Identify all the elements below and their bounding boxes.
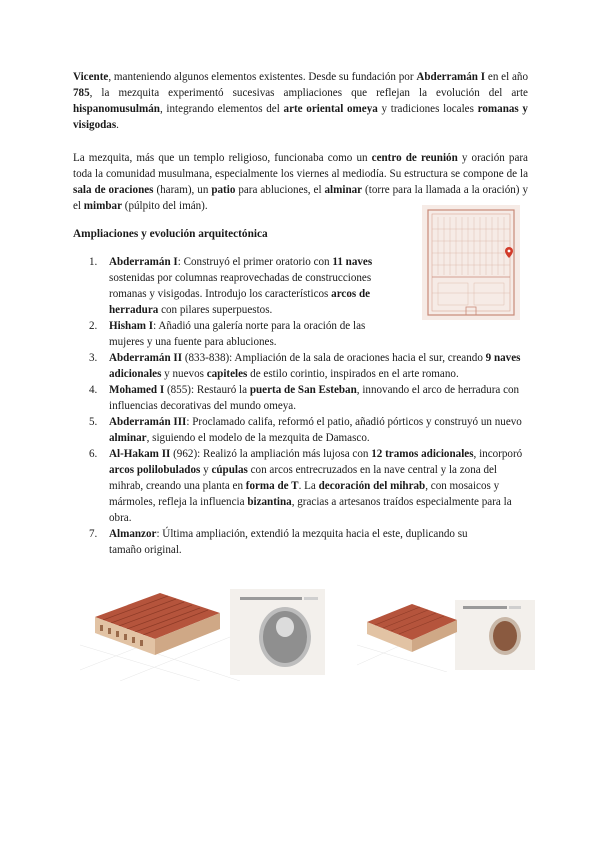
list-item: 1. Abderramán I: Construyó el primer oratorio con 11 naves sostenidas por columnas reaprovechadas de construcciones romanas y visigodas. Introdujo los característicos arcos de herradura con pilares superpuestos.	[89, 256, 373, 316]
list-item: 7. Almanzor: Última ampliación, extendió la mezquita hacia el este, duplicando su tamaño original.	[89, 528, 468, 556]
bold-text: decoración del mihrab	[318, 480, 426, 492]
bold-text: Hisham I	[109, 320, 154, 332]
bold-text: sala de oraciones	[73, 184, 154, 196]
bold-text: arte oriental omeya	[283, 103, 378, 115]
bold-text: Al-Hakam II	[109, 448, 171, 460]
list-item: 5. Abderramán III: Proclamado califa, reformó el patio, añadió pórticos y construyó un nuevo alminar, siguiendo el modelo de la mezquita de Damasco.	[89, 416, 522, 444]
bold-text: Mohamed I	[109, 384, 165, 396]
bold-text: Vicente	[73, 71, 109, 83]
bold-text: 11 naves	[332, 256, 373, 268]
expansion-list	[73, 254, 528, 558]
portrait-face	[276, 617, 294, 637]
bold-text: mimbar	[83, 200, 122, 212]
pin-center	[508, 250, 511, 253]
bold-text: Abderramán II	[109, 352, 183, 364]
bold-text: centro de reunión	[371, 152, 458, 164]
bold-text: forma de T	[245, 480, 299, 492]
bold-text: 12 tramos adicionales	[371, 448, 474, 460]
bold-text: arcos de herradura	[109, 288, 371, 316]
bold-text: alminar	[109, 432, 147, 444]
list-item: 6. Al-Hakam II (962): Realizó la ampliación más lujosa con 12 tramos adicionales, incorporó arcos polilobulados y cúpulas con arcos entrecruzados en la nave central y la zona del mihrab, creando una planta en forma de T. La decoración del mihrab, con mosaicos y mármoles, refleja la influencia bizantina, gracias a artesanos traídos especialmente para la obra.	[89, 448, 523, 524]
list-item: 2. Hisham I: Añadió una galería norte para la oración de las mujeres y una fuente para abluciones.	[89, 320, 366, 348]
structure-paragraph: La mezquita, más que un templo religioso, funcionaba como un centro de reunión y oración para toda la comunidad musulmana, especialmente los viernes al mediodía. Su estructura se compone de la sala de oraciones (haram), un patio para abluciones, el alminar (torre para la llamada a la oración) y el mimbar (púlpito del imán).	[73, 152, 529, 212]
panel-caption-detail	[304, 597, 318, 600]
bold-text: 785	[73, 87, 90, 99]
bold-text: Abderramán III	[109, 416, 187, 428]
bold-text: Abderramán I	[109, 256, 178, 268]
section-heading: Ampliaciones y evolución arquitectónica	[73, 228, 268, 240]
panel-caption	[463, 606, 507, 609]
bold-text: romanas y visigodas	[73, 103, 528, 131]
intro-paragraph: Vicente, manteniendo algunos elementos existentes. Desde su fundación por Abderramán I en el año 785, la mezquita experimentó sucesivas ampliaciones que reflejan la evolución del arte hispanomusulmán, integrando elementos del arte oriental omeya y tradiciones locales romanas y visigodas.	[73, 71, 528, 131]
bold-text: cúpulas	[211, 464, 248, 476]
bold-text: 9 naves adicionales	[109, 352, 521, 380]
portrait-figure	[493, 621, 517, 651]
list-item: 4. Mohamed I (855): Restauró la puerta de San Esteban, innovando el arco de herradura con influencias decorativas del mundo omeya.	[89, 384, 520, 412]
bold-text: Almanzor	[109, 528, 157, 540]
bold-text: capiteles	[206, 368, 248, 380]
bold-text: patio	[211, 184, 236, 196]
mosque-3d-model-image-2	[357, 590, 537, 672]
bold-text: bizantina	[247, 496, 292, 508]
list-item: 3. Abderramán II (833-838): Ampliación de la sala de oraciones hacia el sur, creando 9 naves adicionales y nuevos capiteles de estilo corintio, inspirados en el arte romano.	[89, 352, 521, 380]
panel-caption	[240, 597, 302, 600]
bold-text: Abderramán I	[416, 71, 486, 83]
bold-text: puerta de San Esteban	[249, 384, 357, 396]
mosque-3d-model-image	[80, 575, 331, 681]
bold-text: hispanomusulmán	[73, 103, 160, 115]
panel-caption-detail	[509, 606, 521, 609]
bold-text: arcos polilobulados	[109, 464, 201, 476]
bold-text: alminar	[324, 184, 363, 196]
